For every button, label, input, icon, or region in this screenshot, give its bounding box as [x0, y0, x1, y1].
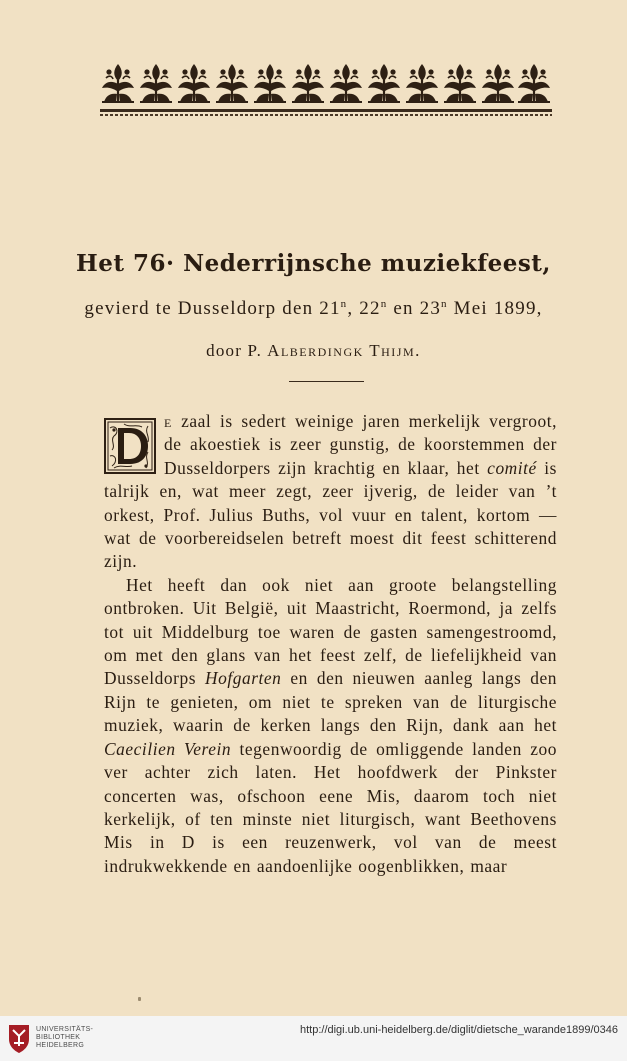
- subtitle-tail: Mei 1899,: [447, 298, 543, 319]
- paragraph-1-emphasis: comité: [487, 457, 537, 478]
- ornament-dotted-rule: [100, 114, 552, 116]
- paragraph-1-lead: e: [164, 411, 173, 431]
- floral-ornament-band: [100, 58, 552, 106]
- byline-author: P. Alberdingk Thijm.: [247, 341, 421, 360]
- paper-speck: [138, 997, 141, 1001]
- permalink-url[interactable]: http://digi.ub.uni-heidelberg.de/diglit/dietsche_warande1899/0346: [299, 1024, 618, 1036]
- paragraph-2: [104, 574, 557, 878]
- article-subtitle: [0, 298, 627, 320]
- library-name-line-1: UNIVERSITÄTS-: [36, 1026, 94, 1033]
- byline: [0, 341, 627, 361]
- heidelberg-library-logo-icon[interactable]: [6, 1022, 32, 1054]
- subtitle-sup-2: n: [380, 298, 388, 310]
- article-body: [104, 410, 557, 878]
- ornate-initial-d-icon: [104, 418, 156, 474]
- paragraph-2-emphasis-2: Caecilien Verein: [104, 738, 232, 759]
- paragraph-2-text-b: en den nieuwen aanleg langs den Rijn te genieten, om niet te spreken van de liturgische muziek, waarin de kerken langs den Rijn, dank aan het: [104, 668, 557, 736]
- library-name: [36, 1026, 93, 1050]
- library-name-line-2: BIBLIOTHEK: [36, 1034, 81, 1041]
- article-title: Het 76· Nederrijnsche muziekfeest,: [76, 250, 551, 277]
- ornament-rule: [100, 109, 552, 112]
- paragraph-2-emphasis-1: Hofgarten: [204, 668, 282, 689]
- section-divider: [289, 381, 364, 382]
- paragraph-1-text-a: zaal is sedert weinige jaren merkelijk vergroot, de akoestiek is zeer gunstig, de koorstemmen der Dusseldorpers zijn krachtig en klaar, het: [164, 411, 557, 478]
- subtitle-mid-2: en 23: [387, 298, 442, 319]
- paragraph-2-text-a: Het heeft dan ook niet aan groote belangstelling ontbroken. Uit België, uit Maastricht, Roermond, ja zelfs tot uit Middelburg toe waren de gasten samengestroomd, om met den glans van het feest zelf, de liefelijkheid van Dusseldorps: [104, 574, 557, 689]
- library-name-line-3: HEIDELBERG: [36, 1042, 85, 1049]
- paragraph-1: [104, 410, 557, 574]
- viewer-footer: [0, 1016, 627, 1061]
- subtitle-lead: gevierd te Dusseldorp den 21: [84, 298, 341, 319]
- subtitle-sup-1: n: [340, 298, 348, 310]
- paragraph-1-text-b: is talrijk en, wat meer zegt, zeer ijverig, de leider van ’t orkest, Prof. Julius Buths, vol vuur en talent, kortom — wat de voorbereidselen betreft moest dit feest schitterend zijn.: [104, 457, 557, 572]
- subtitle-mid-1: , 22: [347, 298, 381, 319]
- subtitle-sup-3: n: [441, 298, 448, 310]
- byline-prefix: door: [206, 341, 243, 360]
- paragraph-2-text-c: tegenwoordig de omliggende landen zoo ver achter zich laten. Het hoofdwerk der Pinkster concerten was, ofschoon eene Mis, daarom toch niet kerkelijk, of ten minste niet liturgisch, want Beethovens Mis in D is een reuzenwerk, vol van de meest indrukwekkende en aandoenlijke oogenblikken, maar: [104, 738, 557, 876]
